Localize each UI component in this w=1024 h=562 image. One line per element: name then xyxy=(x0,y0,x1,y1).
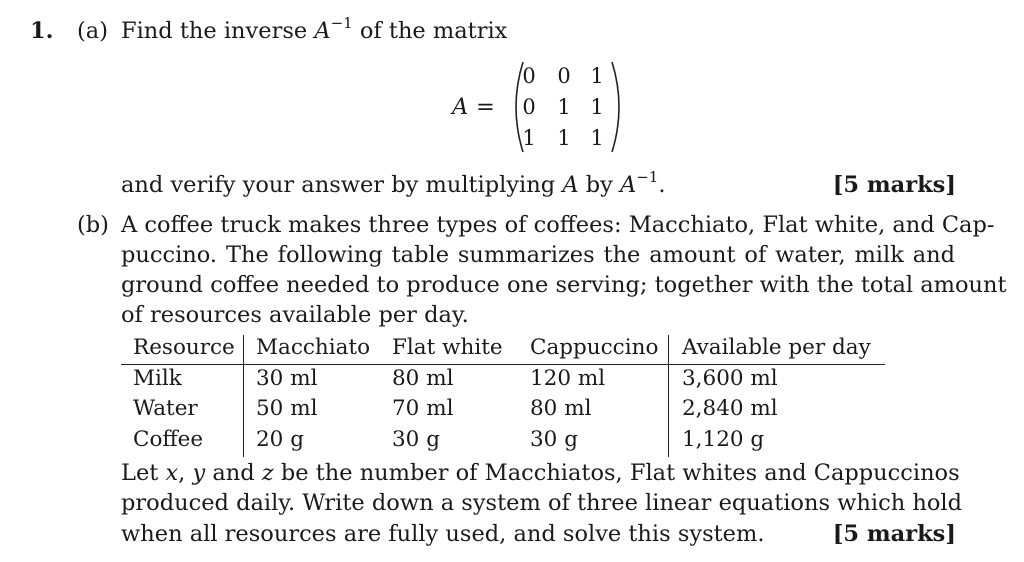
var-z: z xyxy=(261,460,274,486)
matrix-name: A xyxy=(452,94,469,120)
after-table-line: when all resources are fully used, and solve this system. xyxy=(121,521,765,547)
table-cell: 30 ml xyxy=(256,366,318,391)
var-x: x xyxy=(165,460,179,486)
text-span: and xyxy=(205,460,262,486)
part-a-marks: [5 marks] xyxy=(832,172,956,198)
verify-mid: by xyxy=(578,172,620,198)
after-table-line xyxy=(121,458,960,488)
table-cell: 30 g xyxy=(530,427,578,452)
table-cell: 70 ml xyxy=(392,396,454,421)
table-cell: 20 g xyxy=(256,427,304,452)
table-header: Available per day xyxy=(682,335,871,360)
var-y: y xyxy=(192,460,206,486)
matrix-cell: 1 xyxy=(590,126,604,150)
text-span: , xyxy=(178,460,193,486)
inverse-exponent: −1 xyxy=(330,14,353,32)
table-cell: 80 ml xyxy=(392,366,454,391)
prompt-prefix: Find the inverse xyxy=(121,18,315,44)
table-cell: 2,840 ml xyxy=(682,396,778,421)
verify-prefix: and verify your answer by multiplying xyxy=(121,172,563,198)
table-header: Cappuccino xyxy=(530,335,659,360)
matrix-cell: 1 xyxy=(557,95,571,119)
part-a-verify xyxy=(121,170,666,202)
table-divider-right xyxy=(668,335,669,457)
table-cell: 80 ml xyxy=(530,396,592,421)
intro-line: puccino. The following table summarizes the amount of water, milk and xyxy=(121,242,955,268)
matrix-cell: 0 xyxy=(522,95,536,119)
table-cell: 3,600 ml xyxy=(682,366,778,391)
intro-line: A coffee truck makes three types of coffees: Macchiato, Flat white, and Cap- xyxy=(121,212,995,238)
inverse-base: A xyxy=(314,18,331,44)
table-header: Flat white xyxy=(392,335,503,360)
question-number: 1. xyxy=(30,18,54,44)
table-divider-left xyxy=(243,335,244,457)
equals-sign: = xyxy=(476,94,495,120)
intro-line: of resources available per day. xyxy=(121,302,469,328)
table-cell: Milk xyxy=(133,366,182,391)
matrix-cell: 1 xyxy=(590,64,604,88)
part-a-label: (a) xyxy=(77,18,108,44)
matrix-cell: 0 xyxy=(522,64,536,88)
verify-end: . xyxy=(658,172,666,198)
table-cell: 120 ml xyxy=(530,366,606,391)
verify-exponent: −1 xyxy=(636,168,659,186)
table-cell: Coffee xyxy=(133,427,204,452)
verify-var: A xyxy=(562,172,579,198)
table-header: Macchiato xyxy=(256,335,371,360)
part-b-label: (b) xyxy=(77,212,109,238)
prompt-suffix: of the matrix xyxy=(352,18,508,44)
after-table-line: produced daily. Write down a system of three linear equations which hold xyxy=(121,490,962,516)
part-b-marks: [5 marks] xyxy=(832,521,956,547)
part-a-prompt xyxy=(121,16,507,48)
matrix-cell: 1 xyxy=(557,126,571,150)
matrix-cell: 1 xyxy=(522,126,536,150)
matrix-cell: 1 xyxy=(590,95,604,119)
text-span: Let xyxy=(121,460,166,486)
table-cell: 30 g xyxy=(392,427,440,452)
intro-line: ground coffee needed to produce one serving; together with the total amount xyxy=(121,272,1007,298)
table-cell: 1,120 g xyxy=(682,427,765,452)
right-parenthesis xyxy=(609,60,629,154)
matrix-cell: 0 xyxy=(557,64,571,88)
table-header: Resource xyxy=(133,335,235,360)
text-span: be the number of Macchiatos, Flat whites and Cappuccinos xyxy=(273,460,960,486)
table-cell: Water xyxy=(133,396,198,421)
verify-base: A xyxy=(619,172,637,198)
table-cell: 50 ml xyxy=(256,396,318,421)
